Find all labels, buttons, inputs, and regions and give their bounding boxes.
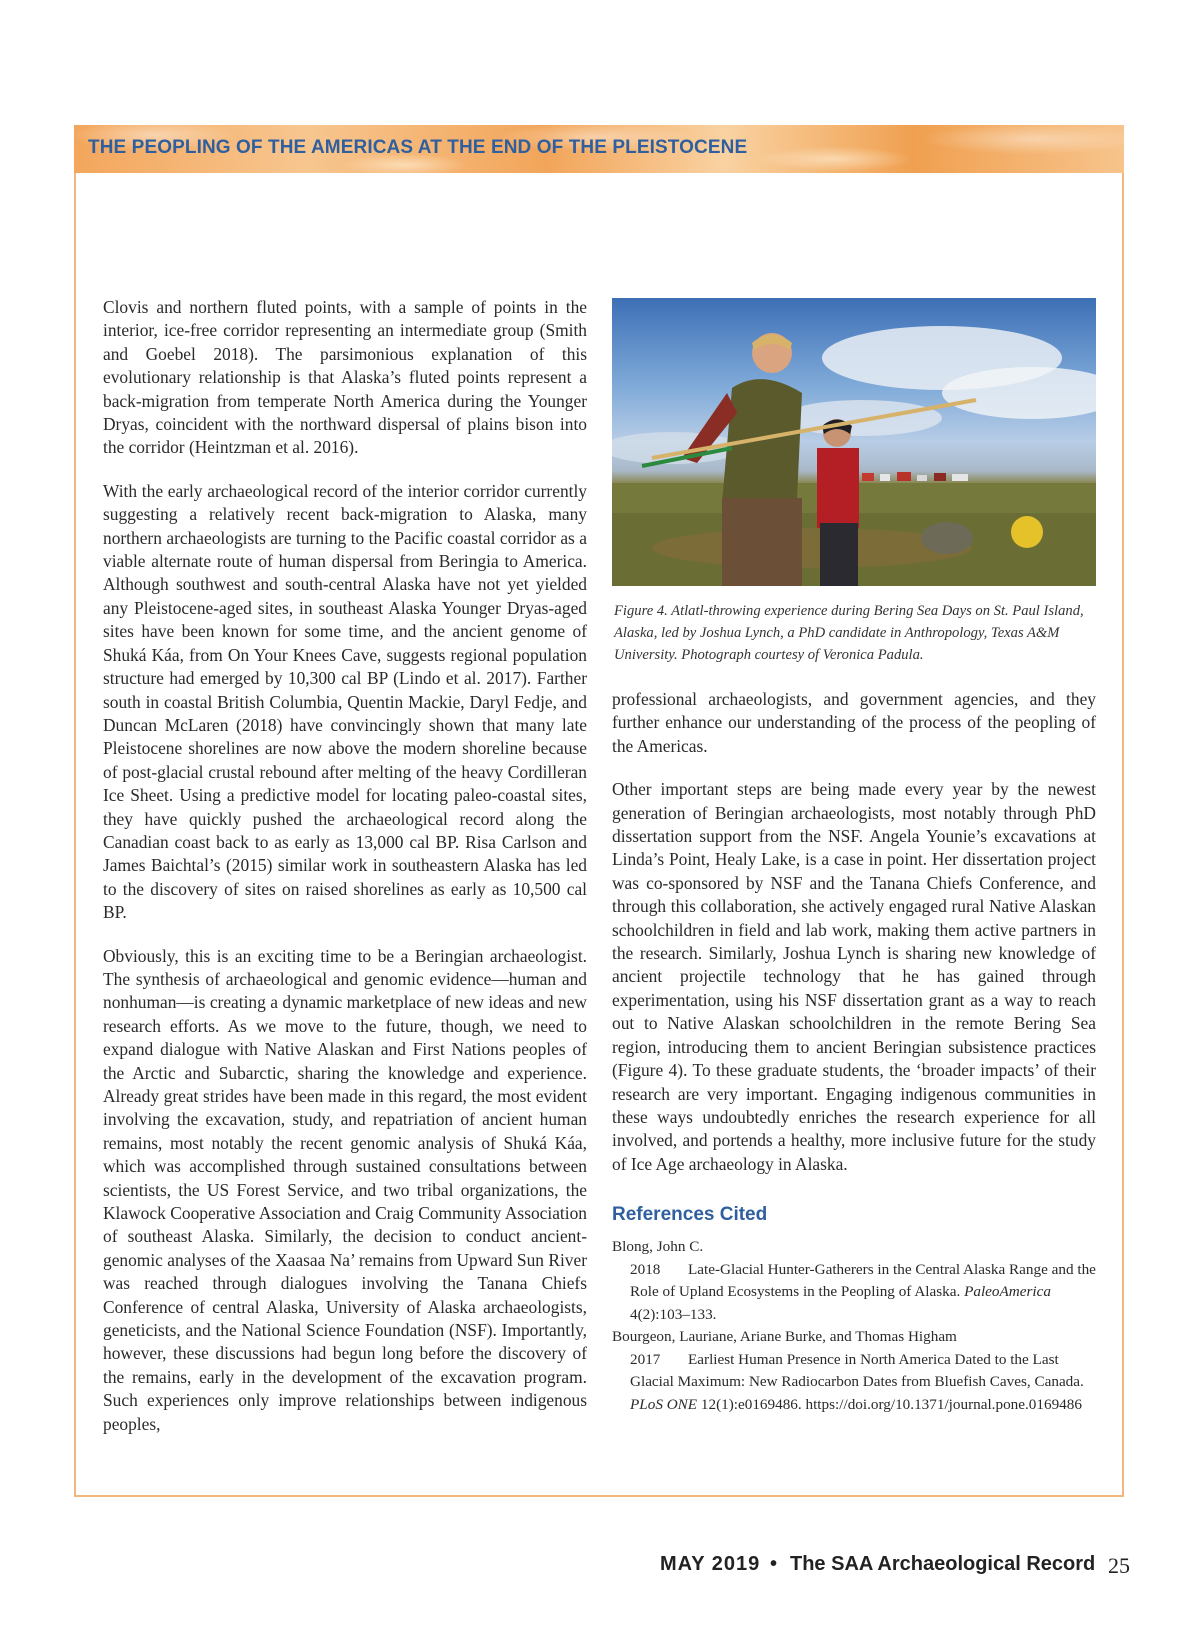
- reference-link[interactable]: 12(1):e0169486. https://doi.org/10.1371/journal.pone.0169486: [700, 1395, 1082, 1413]
- footer-date: MAY 2019: [660, 1553, 761, 1575]
- reference-author: Blong, John C.: [612, 1238, 704, 1256]
- banner-title: THE PEOPLING OF THE AMERICAS AT THE END OF THE PLEISTOCENE: [88, 137, 748, 158]
- footer-bullet: •: [770, 1553, 778, 1575]
- page-number: 25: [1108, 1553, 1130, 1578]
- reference-item: [612, 1236, 1096, 1326]
- reference-journal: PaleoAmerica: [964, 1283, 1051, 1301]
- body-paragraph: Other important steps are being made every year by the newest generation of Beringian archaeologists, most notably through PhD dissertation support from the NSF. Angela Younie’s excavations at Linda’s Point, Healy Lake, is a case in point. Her dissertation project was co-sponsored by NSF and the Tanana Chiefs Conference, and through this collaboration, she actively engaged rural Native Alaskan schoolchildren in field and lab work, making them active partners in the research. Similarly, Joshua Lynch is sharing new knowledge of ancient projectile technology that he has gained through experimentation, using his NSF dissertation grant as a way to reach out to Native Alaskan schoolchildren in the remote Bering Sea region, introducing them to ancient Beringian subsistence practices (Figure 4). To these graduate students, the ‘broader impacts’ of their research are very important. Engaging indigenous communities in these ways undoubtedly enriches the research experience for all involved, and portends a healthy, more inclusive future for the study of Ice Age archaeology in Alaska.: [612, 779, 1096, 1174]
- reference-year: 2017: [630, 1350, 661, 1368]
- reference-entry: [612, 1349, 1096, 1417]
- footer-journal-title: The SAA Archaeological Record: [790, 1553, 1096, 1575]
- references-heading: References Cited: [612, 1204, 768, 1226]
- reference-citation: 4(2):103–133.: [630, 1305, 717, 1323]
- reference-author: Bourgeon, Lauriane, Ariane Burke, and Thomas Higham: [612, 1328, 957, 1346]
- right-column: [612, 298, 1096, 1416]
- reference-title: Earliest Human Presence in North America Dated to the Last Glacial Maximum: New Radiocarbon Dates from Bluefish Caves, Canada.: [630, 1350, 1084, 1391]
- section-banner: [74, 125, 1124, 173]
- reference-title: Late-Glacial Hunter-Gatherers in the Central Alaska Range and the Role of Upland Ecosystems in the Peopling of Alaska.: [630, 1260, 1096, 1301]
- reference-item: [612, 1326, 1096, 1416]
- reference-entry: [612, 1259, 1096, 1327]
- figure-caption: Figure 4. Atlatl-throwing experience during Bering Sea Days on St. Paul Island, Alaska, led by Joshua Lynch, a PhD candidate in Anthropology, Texas A&M University. Photograph courtesy of Veronica Padula.: [614, 603, 1084, 663]
- left-column: [103, 296, 587, 1436]
- reference-journal: PLoS ONE: [630, 1395, 698, 1413]
- reference-year: 2018: [630, 1260, 661, 1278]
- body-paragraph: professional archaeologists, and government agencies, and they further enhance our understanding of the process of the peopling of the Americas.: [612, 689, 1096, 756]
- body-paragraph: Clovis and northern fluted points, with a sample of points in the interior, ice-free corridor representing an intermediate group (Smith and Goebel 2018). The parsimonious explanation of this evolutionary relationship is that Alaska’s fluted points represent a back-migration from temperate North America during the Younger Dryas, coincident with the northward dispersal of plains bison into the corridor (Heintzman et al. 2016).: [103, 297, 587, 458]
- figure-photo: [612, 298, 1096, 586]
- page-footer: [660, 1553, 1140, 1583]
- photo-illustration: [612, 298, 1096, 586]
- body-paragraph: With the early archaeological record of the interior corridor currently suggesting a relatively recent back-migration to Alaska, many northern archaeologists are turning to the Pacific coastal corridor as a viable alternate route of human dispersal from Beringia to America. Although southwest and south-central Alaska have not yet yielded any Pleistocene-aged sites, in southeast Alaska Younger Dryas-aged sites have been known for some time, and the ancient genome of Shuká Káa, from On Your Knees Cave, suggests regional population structure had emerged by 10,300 cal BP (Lindo et al. 2017). Farther south in coastal British Columbia, Quentin Mackie, Daryl Fedje, and Duncan McLaren (2018) have convincingly shown that many late Pleistocene shorelines are now above the modern shoreline because of post-glacial crustal rebound after melting of the heavy Cordilleran Ice Sheet. Using a predictive model for locating paleo-coastal sites, they have quickly pushed the archaeological record along the Canadian coast back to as early as 13,000 cal BP. Risa Carlson and James Baichtal’s (2015) similar work in southeastern Alaska has led to the discovery of sites on raised shorelines as early as 10,500 cal BP.: [103, 480, 587, 923]
- body-paragraph: Obviously, this is an exciting time to be a Beringian archaeologist. The synthesis of archaeological and genomic evidence—human and nonhuman—is creating a dynamic marketplace of new ideas and new research efforts. As we move to the future, though, we need to expand dialogue with Native Alaskan and First Nations peoples of the Arctic and Subarctic, sharing the knowledge and experience. Already great strides have been made in this regard, the most evident involving the excavation, study, and repatriation of ancient human remains, most notably the recent genomic analysis of Shuká Káa, which was accomplished through sustained consultations between scientists, the US Forest Service, and two tribal organizations, the Klawock Cooperative Association and Craig Community Association of southeast Alaska. Similarly, the decision to conduct ancient-genomic analyses of the Xaasaa Na’ remains from Upward Sun River was reached through dialogues involving the Tanana Chiefs Conference of central Alaska, University of Alaska archaeologists, geneticists, and the National Science Foundation (NSF). Importantly, however, these discussions had begun long before the discovery of the remains, early in the development of the excavation program. Such experiences only improve relationships between indigenous peoples,: [103, 945, 587, 1434]
